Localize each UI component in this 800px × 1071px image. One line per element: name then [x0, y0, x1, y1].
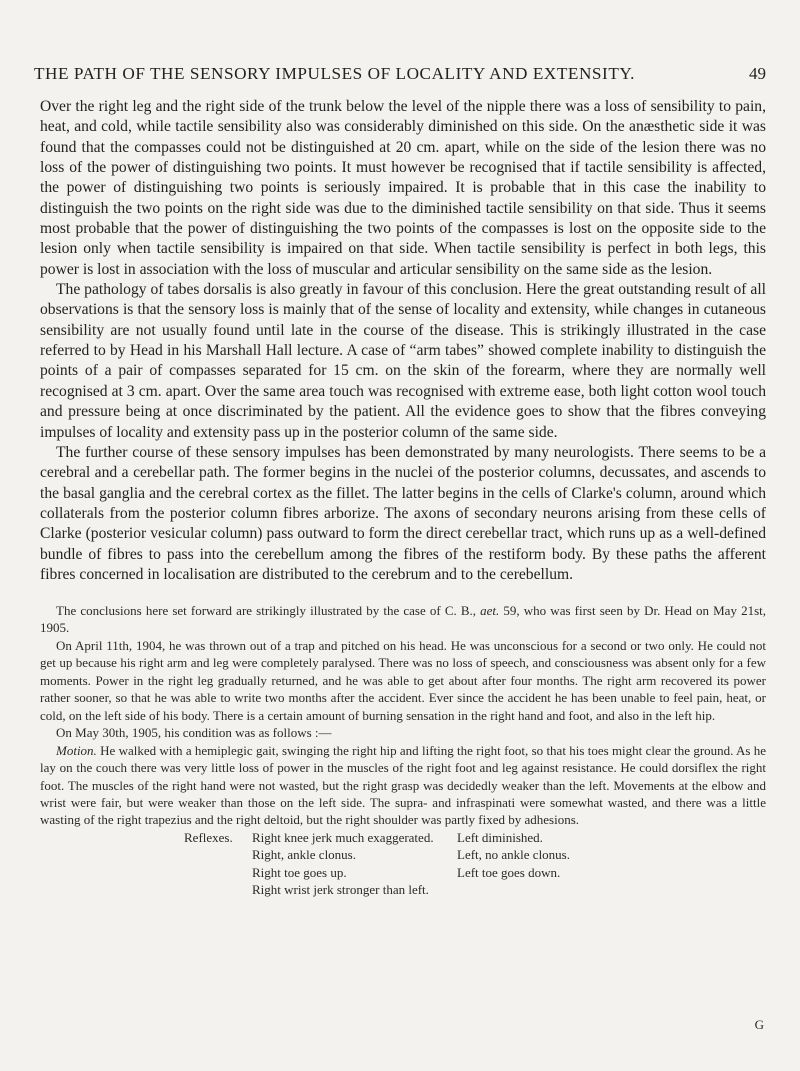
case-intro-text-cont: 59, who was first seen by Dr. Head on May 21st, 1905. — [40, 603, 766, 636]
book-page — [34, 0, 766, 1071]
reflex-right: Right knee jerk much exaggerated. — [252, 829, 434, 845]
motion-label: Motion. — [56, 742, 97, 758]
paragraph: The pathology of tabes dorsalis is also greatly in favour of this conclusion. Here the great outstanding result of all observations is that the sensory loss is mainly that of the sense of locality and extensity, while changes in cutaneous sensibility are not usually found until late in the course of the disease. This is strikingly illustrated in the case referred to by Head in his Marshall Hall lecture. A case of “arm tabes” showed complete inability to distinguish the points of a pair of compasses separated for 15 cm. on the skin of the forearm, where they are normally well recognised at 3 cm. apart. Over the same area touch was recognised with extreme ease, both light cotton wool touch and pressure being at once discriminated by the patient. All the evidence goes to show that the fibres conveying impulses of locality and extensity pass up in the posterior column of the same side. — [40, 281, 766, 441]
running-head — [34, 64, 766, 90]
case-history: On April 11th, 1904, he was thrown out of a trap and pitched on his head. He was unconscious for a second or two only. He could not get up because his right arm and leg were completely paralysed. There was no loss of speech, and consciousness was absent only for a few moments. Power in the right leg gradually returned, and he was able to get about after four months. The right arm recovered its power rather sooner, so that he was able to write two months after the accident. Ever since the accident he has been unable to feel pain, heat, or cold, on the left side of his body. There is a certain amount of burning sensation in the right hand and foot, and also in the left hip. — [40, 637, 766, 723]
signature-mark: G — [754, 1017, 764, 1032]
running-title: THE PATH OF THE SENSORY IMPULSES OF LOCALITY AND EXTENSITY. — [34, 64, 635, 83]
reflex-right: Right, ankle clonus. — [252, 847, 356, 863]
reflex-left: Left diminished. — [457, 829, 543, 845]
reflexes-table — [184, 829, 766, 899]
aet-abbrev: aet. — [480, 603, 500, 618]
reflex-right: Right wrist jerk stronger than left. — [252, 882, 429, 898]
case-report — [40, 602, 766, 899]
reflex-right: Right toe goes up. — [252, 864, 347, 880]
paragraph: The further course of these sensory impulses has been demonstrated by many neurologists. There seems to be a cerebral and a cerebellar path. The former begins in the nuclei of the posterior columns, decussates, and ascends to the basal ganglia and the cerebral cortex as the fillet. The latter begins in the cells of Clarke's column, around which collaterals from the posterior column fibres arborize. The axons of secondary neurons arising from these cells of Clarke (posterior vesicular column) pass outward to form the direct cerebellar tract, which runs up as a well-defined bundle of fibres to pass into the cerebellum among the fibres of the restiform body. By these paths the afferent fibres concerned in localisation are distributed to the cerebrum and to the cerebellum. — [40, 443, 766, 583]
motion-text: He walked with a hemiplegic gait, swinging the right hip and lifting the right foot, so that his toes might clear the ground. As he lay on the couch there was very little loss of power in the muscles of the right foot and leg against resistance. He could dorsiflex the right foot. The muscles of the right hand were not wasted, but the right grasp was decidedly weaker than the left. Movements at the elbow and wrist were fair, but were weaker than those on the left side. The supra- and infraspinati were somewhat wasted, and there was a little wasting of the right trapezius and the right deltoid, but the right shoulder was partly fixed by adhesions. — [40, 742, 766, 828]
reflex-left: Left toe goes down. — [457, 864, 561, 880]
case-motion — [40, 742, 766, 829]
page-number: 49 — [749, 64, 766, 83]
case-intro-text: The conclusions here set forward are strikingly illustrated by the case of C. B., — [56, 603, 481, 618]
reflex-left: Left, no ankle clonus. — [457, 847, 570, 863]
reflex-left — [457, 881, 677, 898]
reflexes-label: Reflexes. — [184, 829, 233, 845]
body-text — [40, 97, 766, 585]
paragraph: Over the right leg and the right side of the trunk below the level of the nipple there was a loss of sensibility to pain, heat, and cold, while tactile sensibility also was considerably diminished on this side. On the anæsthetic side it was found that the compasses could not be distinguished at 20 cm. apart, while on the side of the lesion there was no loss of the power of distinguishing two points. It must however be recognised that if tactile sensibility is affected, the power of distinguishing two points is seriously impaired. It is probable that in this case the inability to distinguish the two points on the right side was due to the diminished tactile sensibility on that side. Thus it seems most probable that the power of distinguishing the two points of the compasses is lost on the opposite side to the lesion only when tactile sensibility is impaired on that side. When tactile sensibility is perfect in both legs, this power is lost in association with the loss of muscular and articular sensibility on the same side as the lesion. — [40, 98, 766, 278]
case-condition: On May 30th, 1905, his condition was as follows :— — [56, 725, 332, 741]
case-intro — [40, 602, 766, 637]
